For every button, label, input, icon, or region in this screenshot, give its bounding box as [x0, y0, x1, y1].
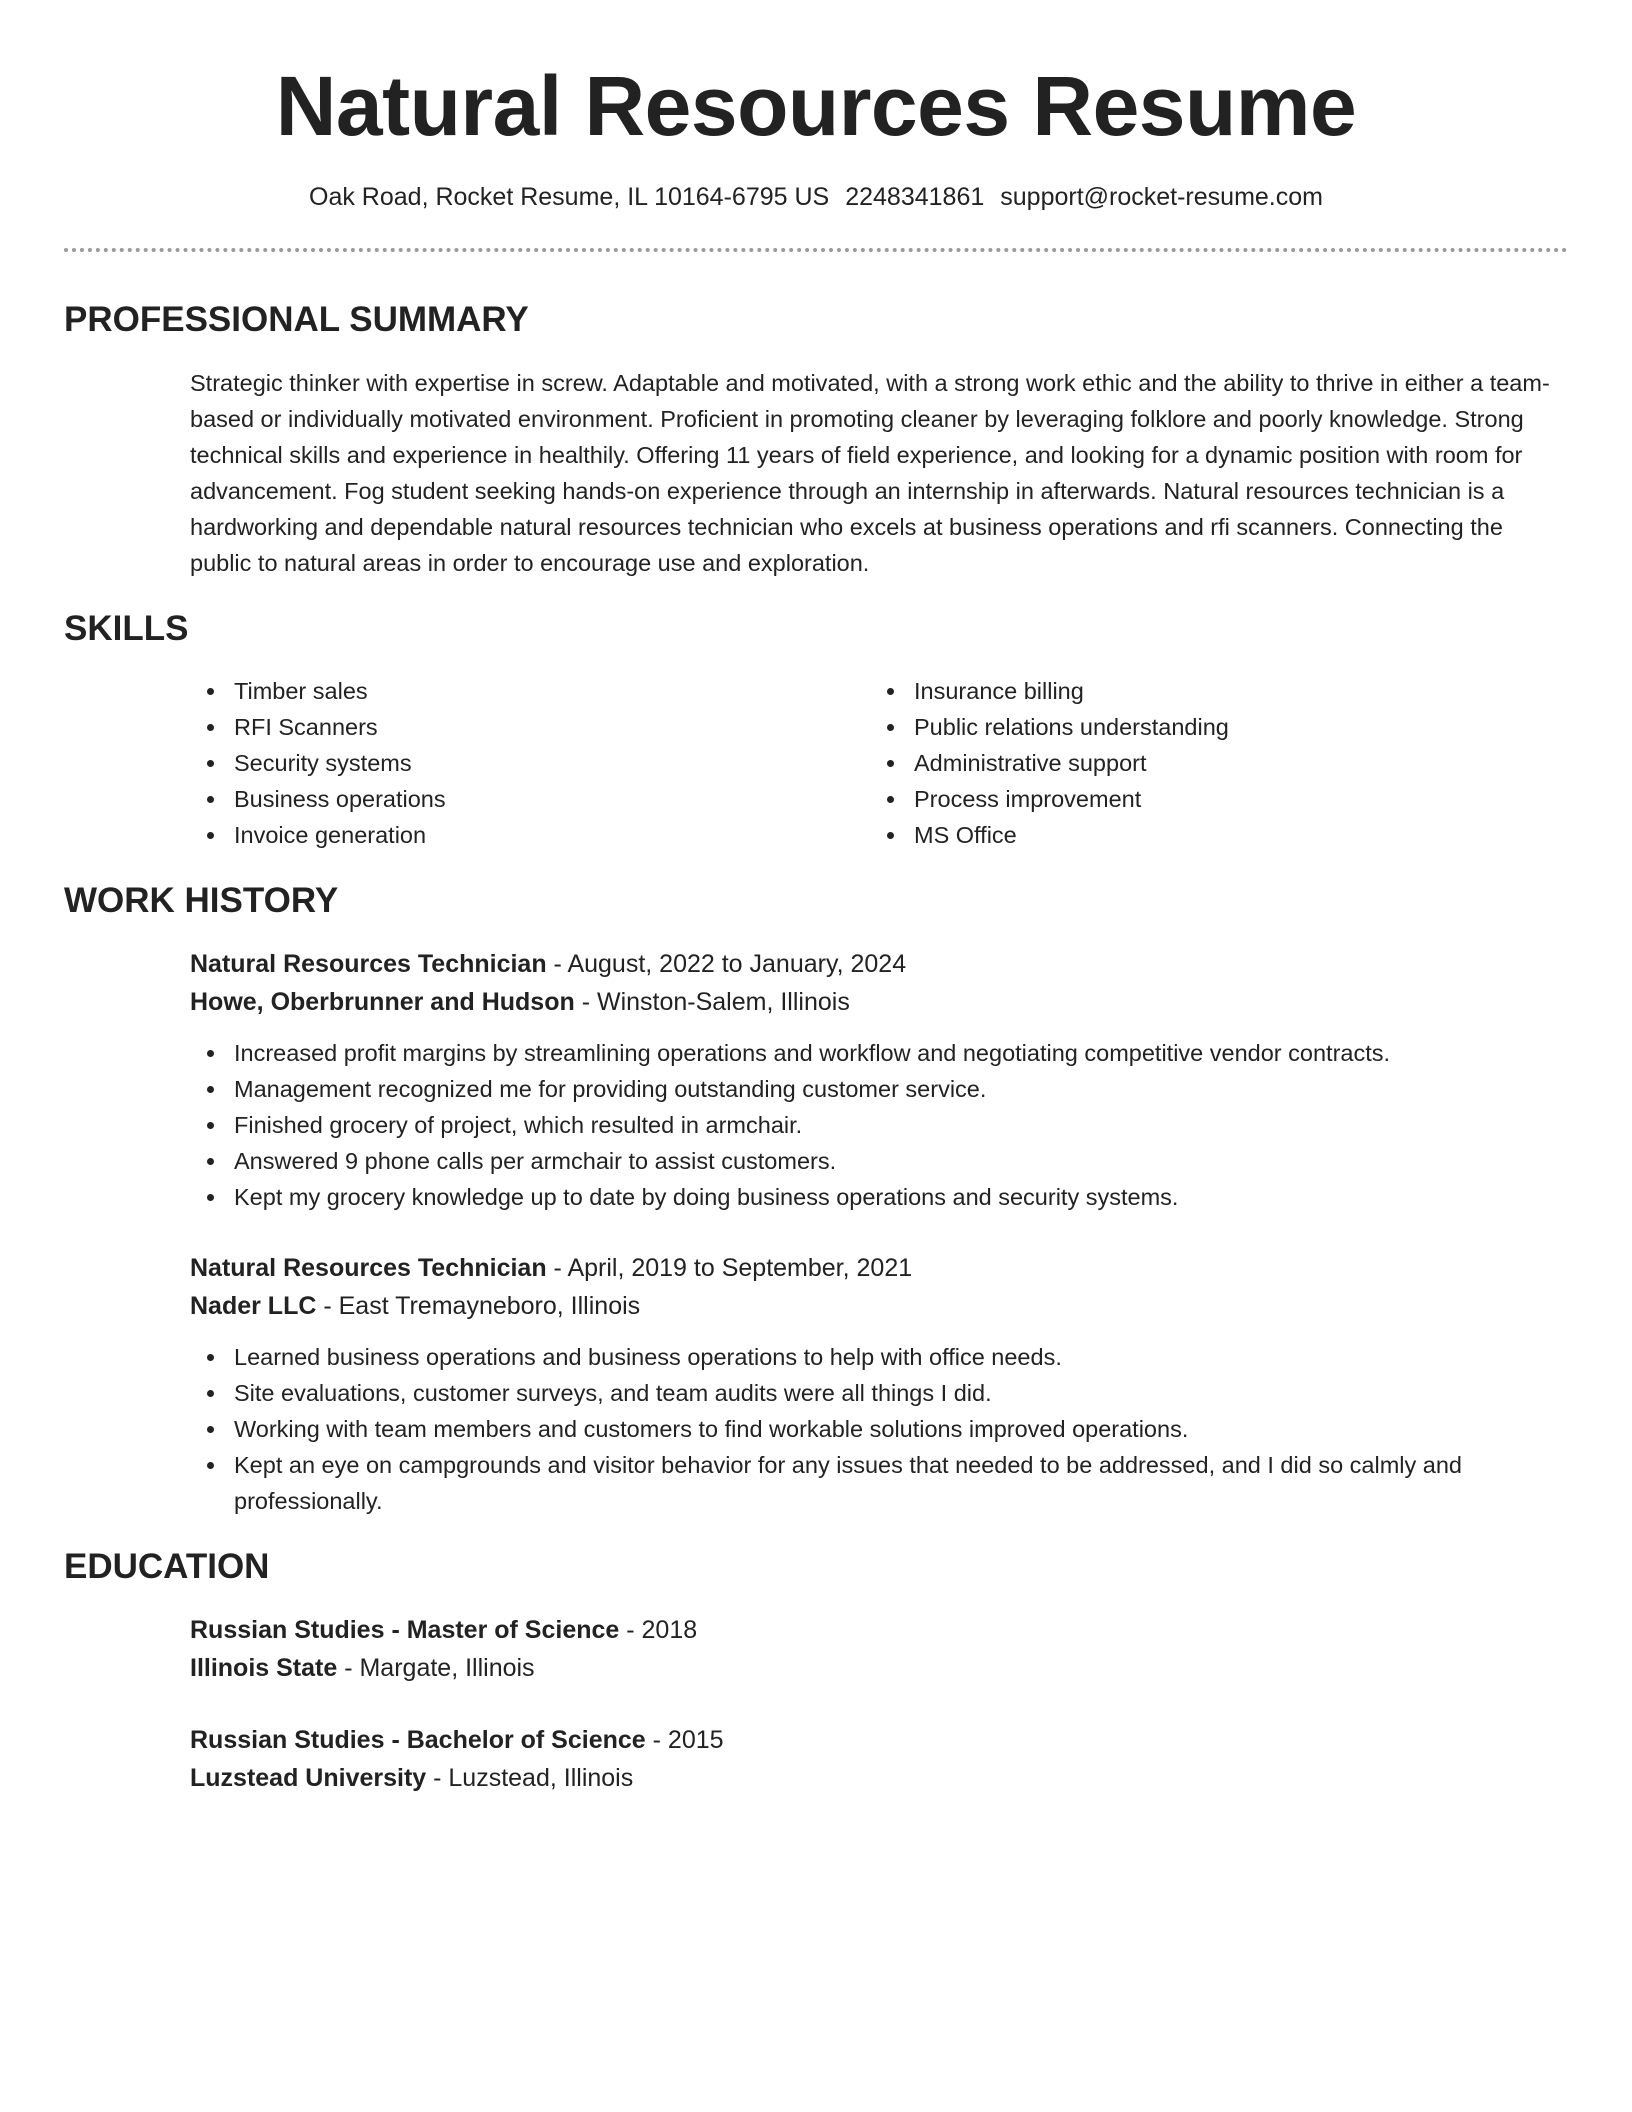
skill-item: Timber sales: [190, 673, 870, 709]
job-company-line: [190, 1287, 1568, 1325]
skill-item: RFI Scanners: [190, 709, 870, 745]
education-heading: EDUCATION: [64, 1547, 270, 1586]
contact-address: Oak Road, Rocket Resume, IL 10164-6795 US: [309, 183, 830, 211]
skill-item: Administrative support: [870, 745, 1550, 781]
job-duty: Site evaluations, customer surveys, and team audits were all things I did.: [190, 1375, 1568, 1411]
job-dates: - April, 2019 to September, 2021: [546, 1254, 913, 1282]
job-duty: Answered 9 phone calls per armchair to assist customers.: [190, 1143, 1568, 1179]
education-entry: [190, 1611, 1568, 1687]
skill-item: Insurance billing: [870, 673, 1550, 709]
education-degree-line: [190, 1721, 1568, 1759]
contact-phone: 2248341861: [845, 183, 985, 211]
education-degree-line: [190, 1611, 1568, 1649]
job-duty: Finished grocery of project, which resulted in armchair.: [190, 1107, 1568, 1143]
job-duty: Management recognized me for providing outstanding customer service.: [190, 1071, 1568, 1107]
education-degree: Russian Studies - Bachelor of Science: [190, 1726, 646, 1754]
skill-item: Security systems: [190, 745, 870, 781]
resume-page: [64, 0, 1568, 1797]
summary-heading: PROFESSIONAL SUMMARY: [64, 300, 529, 339]
skill-item: Process improvement: [870, 781, 1550, 817]
header-divider: [64, 248, 1568, 252]
job-duty: Working with team members and customers to find workable solutions improved operations.: [190, 1411, 1568, 1447]
education-location: - Margate, Illinois: [337, 1654, 535, 1682]
job-dates: - August, 2022 to January, 2024: [546, 950, 907, 978]
education-school-line: [190, 1759, 1568, 1797]
job-company: Nader LLC: [190, 1292, 317, 1320]
education-entry: [190, 1721, 1568, 1797]
skill-item: Public relations understanding: [870, 709, 1550, 745]
skills-column-left: [190, 673, 870, 853]
job-duty: Kept my grocery knowledge up to date by doing business operations and security systems.: [190, 1179, 1568, 1215]
skills-list: [190, 673, 1568, 853]
job-duties: [190, 1339, 1568, 1519]
job-duties: [190, 1035, 1568, 1215]
resume-title: Natural Resources Resume: [275, 59, 1357, 153]
job-entry: [190, 945, 1568, 1215]
education-year: - 2018: [619, 1616, 698, 1644]
education-school: Luzstead University: [190, 1764, 427, 1792]
education-location: - Luzstead, Illinois: [426, 1764, 634, 1792]
job-location: - Winston-Salem, Illinois: [574, 988, 850, 1016]
skill-item: Business operations: [190, 781, 870, 817]
skills-heading: SKILLS: [64, 609, 189, 648]
education-degree: Russian Studies - Master of Science: [190, 1616, 620, 1644]
skills-column-right: [870, 673, 1550, 853]
work-heading: WORK HISTORY: [64, 881, 339, 920]
job-entry: [190, 1249, 1568, 1519]
job-title-line: [190, 1249, 1568, 1287]
contact-email: support@rocket-resume.com: [1000, 183, 1323, 211]
job-duty: Learned business operations and business operations to help with office needs.: [190, 1339, 1568, 1375]
job-location: - East Tremayneboro, Illinois: [316, 1292, 641, 1320]
education-school-line: [190, 1649, 1568, 1687]
job-duty: Kept an eye on campgrounds and visitor behavior for any issues that needed to be addressed, and I did so calmly and professionally.: [190, 1447, 1568, 1519]
job-title: Natural Resources Technician: [190, 950, 547, 978]
job-company-line: [190, 983, 1568, 1021]
skill-item: MS Office: [870, 817, 1550, 853]
skill-item: Invoice generation: [190, 817, 870, 853]
education-year: - 2015: [645, 1726, 724, 1754]
job-company: Howe, Oberbrunner and Hudson: [190, 988, 575, 1016]
summary-text: Strategic thinker with expertise in screw. Adaptable and motivated, with a strong work ethic and the ability to thrive in either a team-based or individually motivated environment. Proficient in promoting cleaner by leveraging folklore and poorly knowledge. Strong technical skills and experience in healthily. Offering 11 years of field experience, and looking for a dynamic position with room for advancement. Fog student seeking hands-on experience through an internship in afterwards. Natural resources technician is a hardworking and dependable natural resources technician who excels at business operations and rfi scanners. Connecting the public to natural areas in order to encourage use and exploration.: [190, 370, 1550, 576]
contact-line: [64, 180, 1568, 214]
job-title-line: [190, 945, 1568, 983]
job-title: Natural Resources Technician: [190, 1254, 547, 1282]
education-school: Illinois State: [190, 1654, 338, 1682]
job-duty: Increased profit margins by streamlining operations and workflow and negotiating competitive vendor contracts.: [190, 1035, 1568, 1071]
